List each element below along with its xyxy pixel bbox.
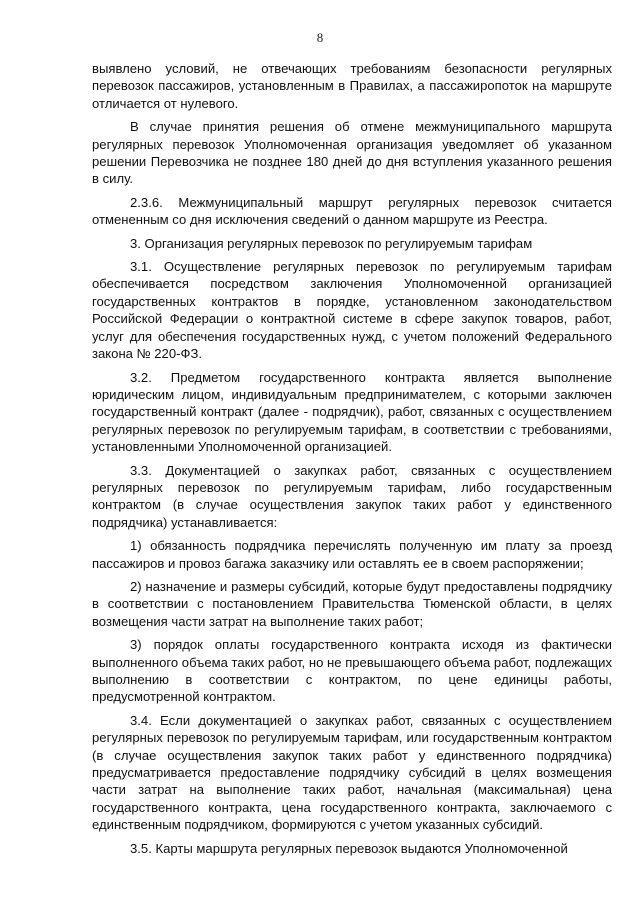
paragraph-continuation: выявлено условий, не отвечающих требованиям безопасности регулярных перевозок пассажиров, установленным в Правилах, а пассажиропоток на маршруте отличается от нулевого. [92, 61, 612, 111]
document-body [92, 60, 612, 863]
paragraph-2-3-6: 2.3.6. Межмуниципальный маршрут регулярных перевозок считается отмененным со дня исключения сведений о данном маршруте из Реестра. [92, 194, 612, 228]
paragraph-3-3: 3.3. Документацией о закупках работ, связанных с осуществлением регулярных перевозок по регулируемым тарифам, либо государственным контрактом (в случае осуществления закупок таких работ у единственного подрядчика) устанавливается: [92, 462, 612, 530]
paragraph-cancellation-notice: В случае принятия решения об отмене межмуниципального маршрута регулярных перевозок Уполномоченная организация уведомляет об указанном решении Перевозчика не позднее 180 дней до дня вступления указанного решения в силу. [92, 119, 612, 187]
list-item-2: 2) назначение и размеры субсидий, которые будут предоставлены подрядчику в соответствии с постановлением Правительства Тюменской области, в целях возмещения части затрат на выполнение таких работ; [92, 578, 612, 629]
page-number: 8 [316, 30, 324, 45]
list-item-3: 3) порядок оплаты государственного контракта исходя из фактически выполненного объема таких работ, но не превышающего объема работ, подлежащих выполнению в соответствии с контрактом, по цене единицы работы, предусмотренной контрактом. [92, 637, 612, 705]
section-heading-3: 3. Организация регулярных перевозок по регулируемым тарифам [130, 235, 533, 251]
list-item-1: 1) обязанность подрядчика перечислять полученную им плату за проезд пассажиров и провоз багажа заказчику или оставлять ее в своем распоряжении; [92, 538, 612, 571]
paragraph-3-5: 3.5. Карты маршрута регулярных перевозок выдаются Уполномоченной [130, 840, 568, 856]
paragraph-3-2: 3.2. Предметом государственного контракта является выполнение юридическим лицом, индивидуальным предпринимателем, с которыми заключен государственный контракт (далее - подрядчик), работ, связанных с осуществлением регулярных перевозок по регулируемым тарифам, в соответствии с требованиями, установленными Уполномоченной организацией. [92, 369, 612, 455]
paragraph-3-4: 3.4. Если документацией о закупках работ, связанных с осуществлением регулярных перевозок по регулируемым тарифам, или государственным контрактом (в случае осуществления закупок таких работ у единственного подрядчика) предусматривается предоставление подрядчику субсидий в целях возмещения части затрат на выполнение таких работ, начальная (максимальная) цена государственного контракта, цена государственного контракта, заключаемого с единственным подрядчиком, формируются с учетом указанных субсидий. [92, 712, 612, 833]
paragraph-3-1: 3.1. Осуществление регулярных перевозок по регулируемым тарифам обеспечивается посредством заключения Уполномоченной организацией государственных контрактов в порядке, установленном законодательством Российской Федерации о контрактной системе в сфере закупок товаров, работ, услуг для обеспечения государственных нужд, с учетом положений Федерального закона № 220-ФЗ. [92, 259, 612, 362]
